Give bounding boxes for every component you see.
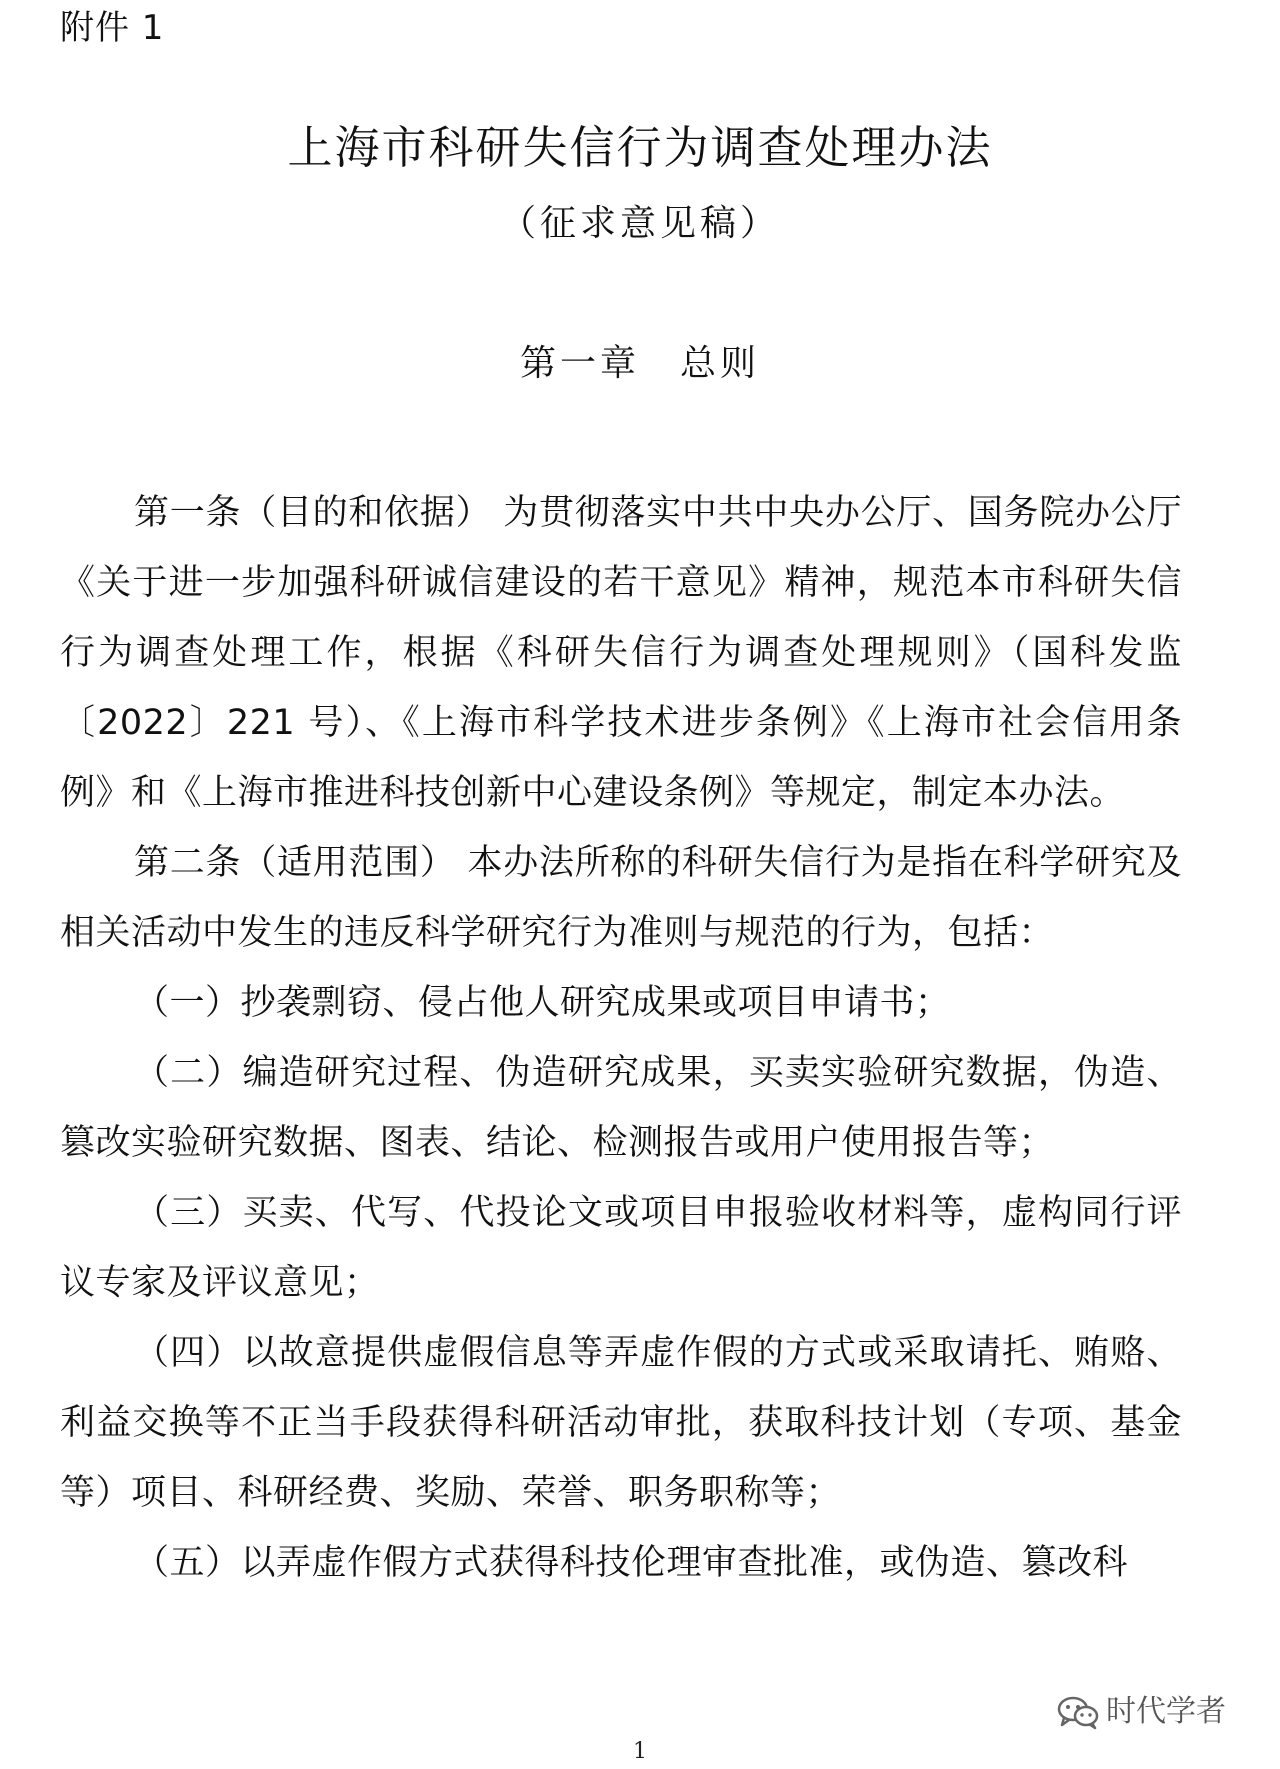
list-item-1: （一）抄袭剽窃、侵占他人研究成果或项目申请书；: [134, 983, 951, 1023]
article-1-paragraph: 第一条（目的和依据） 为贯彻落实中共中央办公厅、国务院办公厅《关于进一步加强科研诚信建设的若干意见》精神，规范本市科研失信行为调查处理工作，根据《科研失信行为调查处理规则》（国科发监〔2022〕221 号）、《上海市科学技术进步条例》《上海市社会信用条例》和《上海市推进科技创新中心建设条例》等规定，制定本办法。: [60, 493, 1182, 813]
chapter-number: 第一章: [519, 343, 640, 384]
attachment-label: 附件 1: [60, 8, 165, 48]
document-title: 上海市科研失信行为调查处理办法: [287, 121, 993, 174]
chapter-name: 总则: [680, 343, 761, 384]
watermark: [1056, 1692, 1226, 1732]
watermark-text: 时代学者: [1106, 1694, 1226, 1729]
chapter-heading: [0, 340, 1280, 388]
wechat-icon: [1056, 1694, 1100, 1730]
article-2-paragraph: 第二条（适用范围） 本办法所称的科研失信行为是指在科学研究及相关活动中发生的违反科学研究行为准则与规范的行为，包括：: [60, 843, 1182, 953]
list-item-5: （五）以弄虚作假方式获得科技伦理审查批准，或伪造、篡改科: [134, 1543, 1129, 1583]
page-number: 1: [633, 1739, 647, 1764]
document-body: [60, 478, 1182, 1598]
list-item-4: （四）以故意提供虚假信息等弄虚作假的方式或采取请托、贿赂、利益交换等不正当手段获得科研活动审批，获取科技计划（专项、基金等）项目、科研经费、奖励、荣誉、职务职称等；: [60, 1333, 1182, 1513]
list-item-3: （三）买卖、代写、代投论文或项目申报验收材料等，虚构同行评议专家及评议意见；: [60, 1193, 1182, 1303]
document-subtitle: （征求意见稿）: [499, 203, 780, 244]
list-item-2: （二）编造研究过程、伪造研究成果，买卖实验研究数据，伪造、篡改实验研究数据、图表、结论、检测报告或用户使用报告等；: [60, 1053, 1182, 1163]
